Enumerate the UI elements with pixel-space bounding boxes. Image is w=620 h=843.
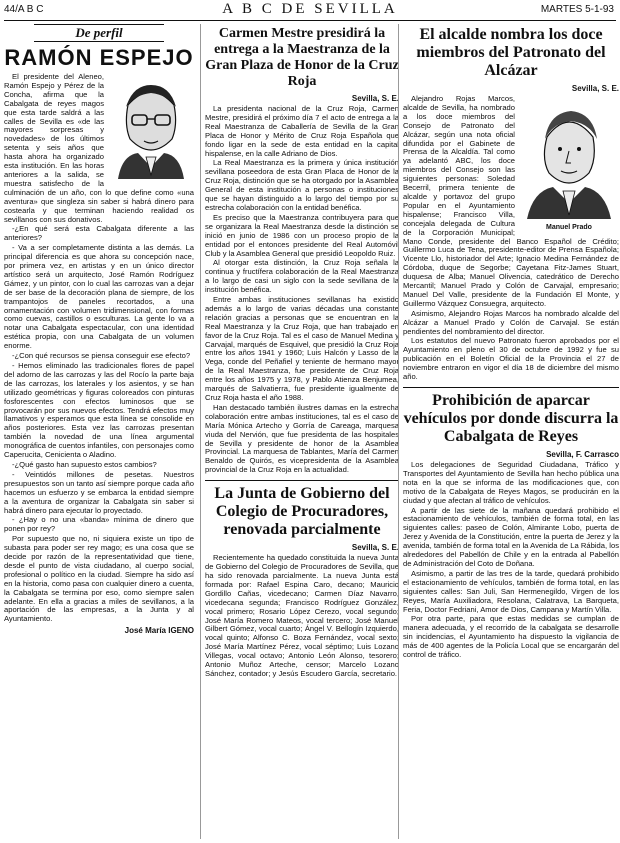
article-paragraph: Han destacado también ilustres damas en la estrecha colaboración entre ambas instituciones, tal es el caso de María Mónica Artecho y Gorría de Careaga, marquesa viuda del Nervión, que fue presidenta de las hospitales de Sevilla y presidente de honor de la Asamblea Provincial. La marquesa de Tablantes, María del Carmen Benaldo de Quirós, es vicepresidenta de la Asamblea provincial de la Cruz Roja en la actualidad. <box>205 402 399 475</box>
right-column <box>398 24 619 839</box>
portrait-caption: Manuel Prado <box>546 224 592 231</box>
portrait-sketch-prado <box>519 97 619 219</box>
article-paragraph: Entre ambas instituciones sevillanas ha existido además a lo largo de varias décadas una constante relación gracias a personas que se encuentran en la Real Maestranza y la Cruz Roja, que han trabajado en favor de la Cruz Roja. Tal es el caso de Manuel Medina y Carvajal, marqués de Esquivel, que presidió la Cruz Roja entre los años 1941 y 1960; Luis Halcón y Lasso de la Vega, conde del Peñafiel y teniente de hermano mayor de la Real Maestranza, fue presidente de Cruz Roja entre los años 1975 y 1978, y Pablo Atienza Benjumea, marqués de Salvatierra, fue presidente igualmente de Cruz Roja hasta el año 1988. <box>205 295 399 402</box>
article-divider <box>205 480 399 481</box>
article-paragraph: Es preciso que la Maestranza contribuyera para que se organizara la Real Maestranza desde la distinción se inició en junio de 1986 con un proceso propio de la entidad por el entonces presidente del Real Automóvil Club y la Asamblea General que presidió Leopoldo Ruiz. <box>205 212 399 258</box>
article-headline-procuradores: La Junta de Gobierno del Colegio de Procuradores, renovada parcialmente <box>214 485 390 539</box>
header-rule <box>4 20 616 21</box>
article-paragraph: Asimismo, Alejandro Rojas Marcos ha nombrado alcalde del Alcázar a Manuel Prado y Colón de Carvajal. Se están pendientes del nombramiento del director. <box>403 308 619 336</box>
profile-kicker: De perfil <box>34 24 164 42</box>
profile-paragraph: El presidente del Aleneo, Ramón Espejo y Pérez de la Concha, afirma que la Cabalgata de reyes magos que esta tarde saldrá a las calles de Sevilla es «de las mayores sorpresas y novedades» de los últimos setenta y seis años que hasta ahora ha organizado esta institución. En las horas anteriores a la salida, se muestra satisfecho de la culminación de un año, con lo que define como «una aventura» que singleza sin saber si habrá dinero para costearla y que terminan haciendo realidad os sevillanos con sus donativos. <box>4 72 194 224</box>
issue-date: MARTES 5-1-93 <box>540 4 614 15</box>
article-byline: Sevilla, S. E. <box>351 543 399 553</box>
profile-paragraph: Por supuesto que no, ni siquiera existe un tipo de subasta para poder ser rey mago; es una cosa que se decide por razón de la representatividad que tiene, desde el punto de vista ciudadano, al cuerpo social, profesional o político en la ciudad. Siempre ha sido así en la historia, como pasa con cualquier dinero a cuenta, la Cabalgata se termina por eso, como siempre salen adelante. En ella a gracias a miles de sevillanos, a la aportación de las empresas, a la Junta y al Ayuntamiento. <box>4 534 194 624</box>
article-headline-cruz-roja: Carmen Mestre presidirá la entrega a la Maestranza de la Gran Plaza de Honor de la Cruz Roja <box>205 26 399 89</box>
article-paragraph: Asimismo, a partir de las tres de la tarde, quedará prohibido el estacionamiento de vehículos, también de forma total, en las siguientes calles: San Juli, San Hermenegildo, Virgen de los Reyes, María Auxiliadora, Resolana, Calatrava, La Barqueta, Feria, Doctor Fedriani, Amor de Dios, Campana y Martín Villa. <box>403 568 619 614</box>
profile-column <box>4 24 194 839</box>
profile-paragraph: - Hemos eliminado las tradicionales flores de papel del adorno de las carrozas y las del Rocío la parte baja de las carrozas, los laterales y los asientos, y se han utilizado geométricas y figuras coloreados con pinturas fosforescentes con efectos luminosos que se provocarán por sus nuevos efectos. Tendrá efectos muy llamativos y esperamos que esta línea se consolide en años posteriores. Esta vez las carrozas presentan también la novedad de una línea argumental monográfica de cuentos infantiles, con personajes como Caperucita, Cenicienta o Aladino. <box>4 361 194 460</box>
section-title: A B C DE SEVILLA <box>222 1 398 17</box>
article-paragraph: Los estatutos del nuevo Patronato fueron aprobados por el Ayuntamiento en pleno el 30 de octubre de 1992 y fue su publicación en el Boletín Oficial de la Provincia el 27 de noviembre entraron en vigor el día 18 de diciembre del mismo año. <box>403 336 619 382</box>
profile-paragraph: -¿En qué será esta Cabalgata diferente a las anteriores? <box>4 224 194 243</box>
profile-paragraph: - ¿Hay o no una «banda» mínima de dinero que ponen por rey? <box>4 515 194 534</box>
middle-column <box>200 24 399 839</box>
article-byline: Sevilla, S. E. <box>571 84 619 93</box>
article-paragraph: Alejandro Rojas Marcos, alcalde de Sevilla, ha nombrado a los doce miembros del Consejo de Patronato del Alcázar, según una nota oficial difundida por el Gabinete de Prensa de la Alcaldía. Tal como ya adelantó ABC, los doce miembros del Consejo son las siguientes personas: Soledad Becerril, primera teniente de alcalde y portavoz del grupo Popular en el Ayuntamiento hispalense; Francisco Villa, concejala delegada de Cultura de la Corporación Municipal; Mano Conde, presidente del Banco Español de Crédito; Guillermo Luca de Tena, presidente-editor de Prensa Española; Vicente Llo, historiador del Arte; Ignacio Medina Fernández de Córdoba, duque de Segorbe; Cayetana Fitz-James Stuart, duquesa de Alba; Manuel Olivencia, catedrático de Derecho Mercantil; Manuel Prado y Colón de Carvajal, empresario; Manuel Del Valle, presidente de la Fundación El Monte, y Guillermo Vázquez Consuegra, arquitecto. <box>403 94 619 308</box>
profile-name: RAMÓN ESPEJO <box>4 45 194 70</box>
page-number: 44/A B C <box>4 4 44 15</box>
article-headline-cabalgata: Prohibición de aparcar vehículos por donde discurra la Cabalgata de Reyes <box>403 392 619 445</box>
portrait-sketch-espejo <box>108 75 194 179</box>
article-headline-alcazar: El alcalde nombra los doce miembros del Patronato del Alcázar <box>416 26 606 79</box>
portrait-figure <box>519 97 619 231</box>
page-header <box>0 0 620 20</box>
article-paragraph: Por otra parte, para que estas medidas se cumplan de manera adecuada, y el recorrido de la cabalgata se desarrolle sin incidencias, el Ayuntamiento ha dispuesto la vigilancia de más de 400 agentes de la Policía Local que se encargarán del control de tráfico. <box>403 614 619 660</box>
profile-paragraph: - Veintidós millones de pesetas. Nuestros presupuestos son un tanto así siempre porque cada año hacemos un esfuerzo y se embarca la entidad siempre a la aventura de organizar la Cabalgata sin saber si habrá dinero para ejecutar lo proyectado. <box>4 469 194 515</box>
profile-signature: José María IGENO <box>124 626 194 636</box>
article-byline: Sevilla, S. E. <box>351 94 399 103</box>
profile-paragraph: -¿Con qué recursos se piensa conseguir ese efecto? <box>12 351 191 361</box>
article-paragraph: Al otorgar esta distinción, la Cruz Roja señala la continua y fructífera colaboración de la Real Maestranza a lo largo de casi un siglo con la sede sevillana de la institución benéfica. <box>205 258 399 295</box>
article-paragraph: Recientemente ha quedado constituida la nueva Junta de Gobierno del Colegio de Procuradores de Sevilla, que ha sido renovada parcialmente. La nueva Junta está formada por: Rafael Espina Caro, decano; Mauricio Gordillo Cañas, vicedecano; Carmen Díaz Navarro, vicedecana segunda; Francisco Rodríguez González, vocal primero; Rosario López Cerezo, vocal segundo; José María Romero Mateos, vocal tercero; José Manuel Gilbert Gómez, vocal cuarto; Ángel V. Bellogín Izquierdo, vocal quinto; Alfonso C. Boza Fernández, vocal sexto; José María Martínez Pérez, vocal séptimo; Luis Lozano Villegas, vocal octavo; Antonio León Alonso, tesorero; Antonio Muñoz Arteche, censor; Marcelo Lozano Sánchez, contador; y Jesús Escudero García, secretario. <box>205 553 399 678</box>
profile-paragraph: - Va a ser completamente distinta a las demás. La principal diferencia es que ahora su concepción nace, por primera vez, en artistas y en un único director artístico será un arquitecto, José Ramón Rodríguez Gámez, y un pintor, con lo cual las carrozas van a dejar de ser base de la decoración plana de siempre, de los trampantojos de paneles recortados, a una ornamentación con volumen tridimensional, con formas como cuevas, castillos o esculturas. La gente lo va a notar una Cabalgata espectacular, con una identidad estética propia, con una Cabalgata de un volumen enorme. <box>4 243 194 351</box>
article-divider <box>403 387 619 388</box>
article-paragraph: La Real Maestranza es la primera y única institución sevillana poseedora de esta Gran Placa de Honor de la Cruz Roja, distinción que se ha otorgado por la Asamblea General de esta institución a personas o instituciones que se hayan distinguido a lo largo del tiempo por su estrecha colaboración con la entidad benéfica. <box>205 158 399 212</box>
article-byline: Sevilla, F. Carrasco <box>546 450 619 459</box>
article-paragraph: A partir de las siete de la mañana quedará prohibido el estacionamiento de vehículos, también de forma total, en las siguientes calles: paseo de Colón, Almirante Lobo, puerta de Jerez y Avenida de la Constitución, entre la puerta de Jerez y la avenida, también de forma total en la Avenida de La Rábida, los alrededores del Pabellón de Chile y en la entrada al Pabellón de Administración del Coto de Doñana. <box>403 505 619 568</box>
article-paragraph: La presidenta nacional de la Cruz Roja, Carmen Mestre, presidirá el próximo día 7 el acto de entrega a la Real Maestranza de Caballería de Sevilla de la Gran Placa de Honor y Mérito de Cruz Roja Española que fondo ligar en la sede de esta entidad en la capital hispalense, en la calle Adriano de Dios. <box>205 104 399 158</box>
profile-paragraph: -¿Qué gasto han supuesto estos cambios? <box>12 459 157 469</box>
article-paragraph: Los delegaciones de Seguridad Ciudadana, Tráfico y Transportes del Ayuntamiento de Sevilla han hecho pública una nota en la que se informa de las modificaciones que, con motivo de la Cabalgata de Reyes Magos, se producirán en la ciudad y que afectan al tráfico de vehículos. <box>403 460 619 505</box>
